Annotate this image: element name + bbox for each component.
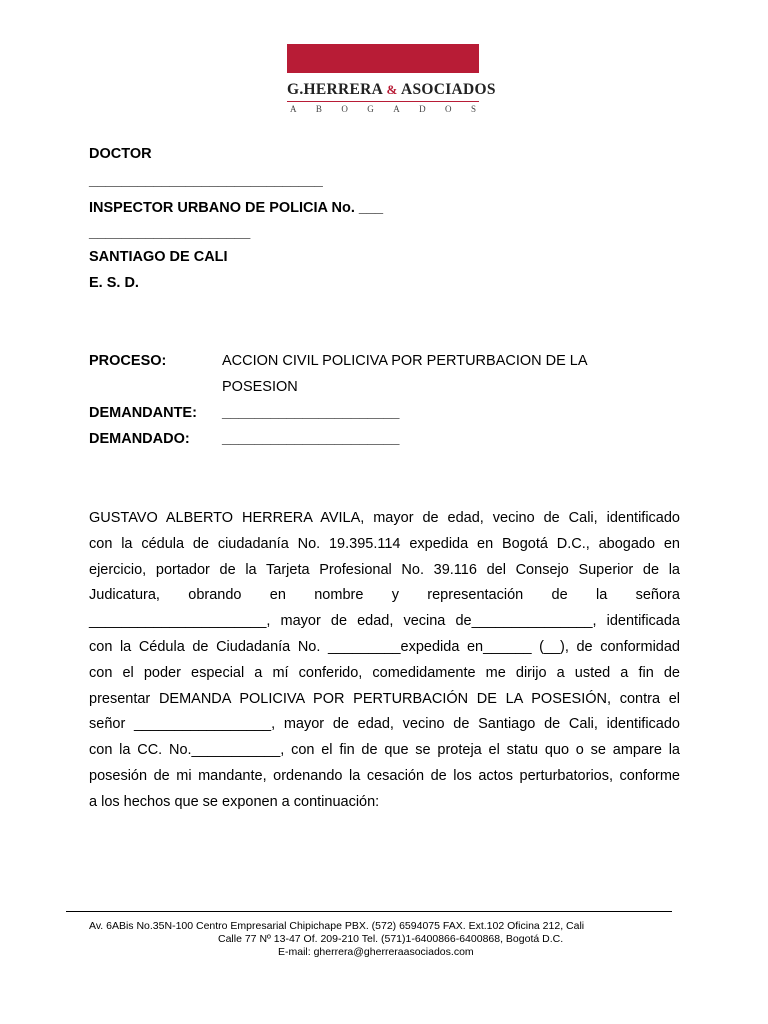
- proceso-label: PROCESO:: [89, 353, 167, 369]
- addressee-city: SANTIAGO DE CALI: [89, 249, 228, 265]
- body-paragraph: [89, 506, 680, 816]
- logo-subtitle-letter: O: [341, 104, 348, 114]
- addressee-esd: E. S. D.: [89, 275, 139, 291]
- body-line: GUSTAVO ALBERTO HERRERA AVILA, mayor de edad, vecino de Cali, identificado: [89, 510, 680, 526]
- logo-subtitle-letter: A: [393, 104, 400, 114]
- body-line: con el poder especial a mí conferido, comedidamente me dirijo a usted a fin de: [89, 664, 680, 681]
- body-line: a los hechos que se exponen a continuación:: [89, 793, 380, 810]
- body-line: presentar DEMANDA POLICIVA POR PERTURBACIÓN DE LA POSESIÓN, contra el: [89, 690, 680, 707]
- body-word: en: [269, 587, 286, 604]
- logo-subtitle-letter: A: [290, 104, 297, 114]
- demandante-label: DEMANDANTE:: [89, 405, 197, 421]
- body-line: [89, 583, 680, 609]
- body-line: posesión de mi mandante, ordenando la cesación de los actos perturbatorios, conforme: [89, 767, 680, 784]
- addressee-name-blank: _____________________________: [89, 173, 323, 189]
- body-line: con la Cédula de Ciudadanía No. _________expedida en______ (__), de conformidad: [89, 638, 680, 655]
- body-word: la: [595, 587, 608, 604]
- logo-subtitle-letter: O: [445, 104, 452, 114]
- footer-email: E-mail: gherrera@gherreraasociados.com: [278, 946, 474, 958]
- logo-firm-name: [287, 81, 496, 99]
- addressee-extra-blank: ____________________: [89, 225, 251, 241]
- demandado-value: ______________________: [222, 431, 400, 447]
- proceso-value-line2: POSESION: [222, 379, 298, 395]
- body-line: señor _________________, mayor de edad, vecino de Santiago de Cali, identificado: [89, 716, 680, 733]
- body-line: con la CC. No.___________, con el fin de que se proteja el statu quo o se ampare la: [89, 742, 680, 759]
- body-word: Judicatura,: [89, 587, 160, 604]
- footer-address-bogota: Calle 77 Nº 13-47 Of. 209-210 Tel. (571)1-6400866-6400868, Bogotá D.C.: [218, 933, 564, 945]
- logo-subtitle-letter: D: [419, 104, 426, 114]
- addressee-office: INSPECTOR URBANO DE POLICIA No. ___: [89, 200, 384, 216]
- demandado-label: DEMANDADO:: [89, 431, 190, 447]
- body-word: señora: [635, 587, 680, 604]
- logo-red-bar: [287, 44, 479, 73]
- firm-logo: [287, 44, 496, 114]
- logo-subtitle: [287, 102, 479, 114]
- footer-divider: [66, 911, 672, 912]
- body-word: de: [551, 587, 568, 604]
- logo-subtitle-letter: G: [367, 104, 374, 114]
- logo-ampersand: &: [386, 82, 398, 97]
- logo-name-part2: ASOCIADOS: [400, 81, 496, 98]
- demandante-value: ______________________: [222, 405, 400, 421]
- proceso-value-line1: ACCION CIVIL POLICIVA POR PERTURBACION DE LA: [222, 353, 588, 369]
- body-word: obrando: [188, 587, 242, 604]
- footer-address-cali: Av. 6ABis No.35N-100 Centro Empresarial Chipichape PBX. (572) 6594075 FAX. Ext.102 Oficina 212, Cali: [89, 920, 585, 932]
- body-word: nombre: [314, 587, 364, 604]
- body-word: y: [391, 587, 399, 604]
- body-line: con la cédula de ciudadanía No. 19.395.114 expedida en Bogotá D.C., abogado en: [89, 535, 680, 552]
- body-word: representación: [427, 587, 524, 604]
- logo-subtitle-letter: B: [315, 104, 322, 114]
- logo-subtitle-letter: S: [470, 104, 476, 114]
- logo-name-part1: G.HERRERA: [287, 81, 383, 98]
- addressee-title: DOCTOR: [89, 146, 152, 162]
- body-line: ______________________, mayor de edad, vecina de_______________, identificada: [89, 613, 680, 630]
- body-line: ejercicio, portador de la Tarjeta Profesional No. 39.116 del Consejo Superior de la: [89, 561, 680, 578]
